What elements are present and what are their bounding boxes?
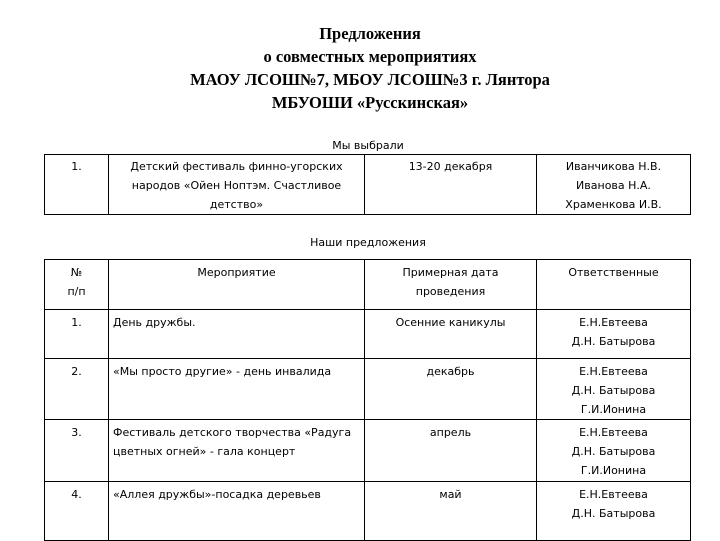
table-row [45, 482, 691, 541]
title-line-1: Предложения [319, 24, 421, 43]
table-header-row [45, 260, 691, 310]
row-people: Е.Н.Евтеева Д.Н. Батырова Г.И.Ионина [537, 359, 691, 420]
table-row [45, 155, 691, 215]
table-row [45, 359, 691, 420]
row-num: 3. [45, 420, 109, 482]
row-people: Е.Н.Евтеева Д.Н. Батырова [537, 310, 691, 359]
row-people: Е.Н.Евтеева Д.Н. Батырова Г.И.Ионина [537, 420, 691, 482]
header-num: № п/п [45, 260, 109, 310]
row-num: 2. [45, 359, 109, 420]
title-line-3: МАОУ ЛСОШ№7, МБОУ ЛСОШ№3 г. Лянтора [190, 70, 550, 89]
document-title [120, 22, 620, 114]
row-people: Е.Н.Евтеева Д.Н. Батырова [537, 482, 691, 541]
table-row [45, 310, 691, 359]
row-event: День дружбы. [109, 310, 365, 359]
row-date: апрель [365, 420, 537, 482]
row-date: май [365, 482, 537, 541]
row-date: Осенние каникулы [365, 310, 537, 359]
chosen-num: 1. [45, 155, 109, 215]
header-people: Ответственные [537, 260, 691, 310]
chosen-heading: Мы выбрали [332, 139, 404, 152]
proposals-table [44, 259, 691, 541]
row-num: 4. [45, 482, 109, 541]
row-event: Фестиваль детского творчества «Радуга цветных огней» - гала концерт [109, 420, 365, 482]
chosen-people: Иванчикова Н.В. Иванова Н.А. Храменкова И.В. [537, 155, 691, 215]
chosen-event: Детский фестиваль финно-угорских народов «Ойен Ноптэм. Счастливое детство» [109, 155, 365, 215]
row-event: «Аллея дружбы»-посадка деревьев [109, 482, 365, 541]
header-date: Примерная дата проведения [365, 260, 537, 310]
title-line-2: о совместных мероприятиях [263, 47, 477, 66]
chosen-date: 13-20 декабря [365, 155, 537, 215]
proposals-heading: Наши предложения [310, 236, 426, 249]
chosen-table [44, 154, 691, 215]
row-date: декабрь [365, 359, 537, 420]
row-num: 1. [45, 310, 109, 359]
header-event: Мероприятие [109, 260, 365, 310]
title-line-4: МБУОШИ «Русскинская» [271, 93, 469, 112]
row-event: «Мы просто другие» - день инвалида [109, 359, 365, 420]
table-row [45, 420, 691, 482]
